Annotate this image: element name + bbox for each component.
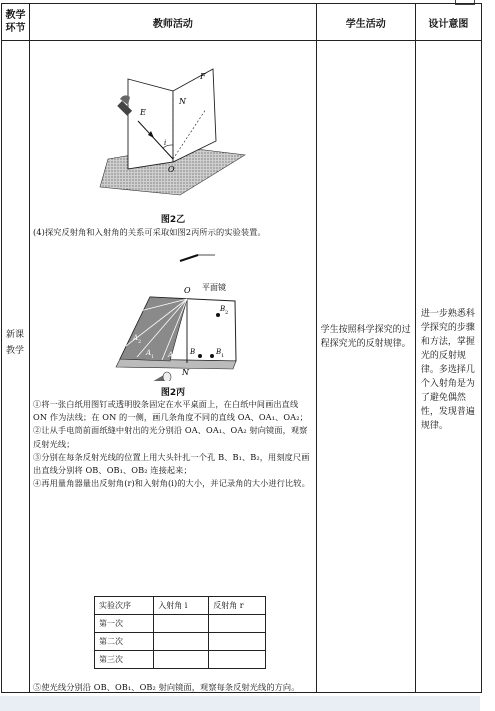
table-row — [95, 651, 266, 669]
record-cell — [154, 615, 209, 633]
label-a2: A — [133, 334, 139, 342]
label-b1-sub: 1 — [221, 353, 225, 359]
label-a1: A — [146, 349, 152, 357]
label-b: B — [190, 348, 196, 356]
label-b2-sub: 2 — [225, 310, 229, 316]
record-row-label: 第一次 — [95, 615, 154, 633]
student-activity-cell — [316, 41, 415, 693]
label-i: i — [164, 139, 167, 147]
record-cell — [154, 633, 209, 651]
record-col-reflect: 反射角 r — [209, 597, 266, 615]
label-n: N — [179, 97, 187, 106]
table-row — [95, 633, 266, 651]
content-row — [2, 41, 482, 693]
lesson-plan-table — [1, 3, 482, 693]
label-a1-sub: 1 — [151, 354, 155, 360]
steps-list — [33, 398, 314, 490]
label-n2: N — [182, 368, 190, 377]
step-1: ①将一张白纸用图钉或透明胶条固定在水平桌面上，在白纸中间画出直线 ON 作为法线；在 ON 的一侧，画几条角度不同的直线 OA、OA₁、OA₂； — [33, 399, 308, 423]
step-3: ③分别在每条反射光线的位置上用大头针扎一个孔 B、B₁、B₂，用刻度尺画出直线分别将 OB、OB₁、OB₂ 连接起来； — [33, 451, 310, 476]
label-mirror: 平面镜 — [202, 283, 227, 292]
record-table-header — [95, 597, 266, 615]
record-cell — [209, 615, 266, 633]
table-header-row — [2, 4, 482, 41]
label-o2: O — [184, 286, 191, 295]
stage-label: 新课教学 — [6, 330, 25, 356]
header-stage: 教学环节 — [2, 4, 30, 41]
step-4: ④再用量角器量出反射角(r)和入射角(i)的大小，并记录角的大小进行比较。 — [33, 478, 310, 489]
label-f: F — [200, 72, 206, 81]
flashlight-icon — [147, 372, 171, 381]
step-5: ⑤使光线分别沿 OB、OB₁、OB₂ 射向镜面，观察每条反射光线的方向。 — [33, 682, 300, 692]
figure-2c-diagram — [30, 241, 316, 381]
label-b2: B — [220, 305, 226, 313]
table-row — [95, 615, 266, 633]
step-4-intro: (4)探究反射角和入射角的关系可采取如图2丙所示的实验装置。 — [33, 227, 266, 237]
record-table — [94, 596, 266, 669]
figure-2b-diagram — [30, 47, 316, 207]
figure-2b-caption: 图2乙 — [160, 215, 186, 225]
record-col-order: 实验次序 — [95, 597, 154, 615]
design-intent-text: 进一步熟悉科学探究的步骤和方法，掌握光的反射规律。多选择几个入射角是为了避免偶然性，发现普遍规律。 — [420, 309, 475, 431]
header-design-intent: 设计意图 — [415, 4, 481, 41]
record-cell — [154, 651, 209, 669]
label-b1: B — [216, 348, 222, 356]
label-a2-sub: 2 — [138, 339, 142, 345]
record-col-incident: 入射角 i — [154, 597, 209, 615]
header-teacher-activity: 教师活动 — [30, 4, 317, 41]
record-cell — [209, 633, 266, 651]
step-2: ②让从手电筒前面纸缝中射出的光分别沿 OA、OA₁、OA₂ 射向镜面，观察反射光线； — [33, 425, 308, 449]
record-row-label: 第二次 — [95, 633, 154, 651]
label-o: O — [168, 165, 175, 174]
teacher-activity-cell — [30, 41, 317, 693]
figure-2c-caption: 图2丙 — [160, 388, 186, 398]
label-e: E — [140, 108, 146, 117]
stage-cell — [2, 41, 30, 693]
page-bottom-band — [0, 696, 480, 711]
student-activity-text: 学生按照科学探究的过程探究光的反射规律。 — [320, 325, 411, 349]
record-row-label: 第三次 — [95, 651, 154, 669]
label-a: A — [168, 351, 174, 359]
header-student-activity: 学生活动 — [316, 4, 415, 41]
record-cell — [209, 651, 266, 669]
design-intent-cell — [415, 41, 481, 693]
